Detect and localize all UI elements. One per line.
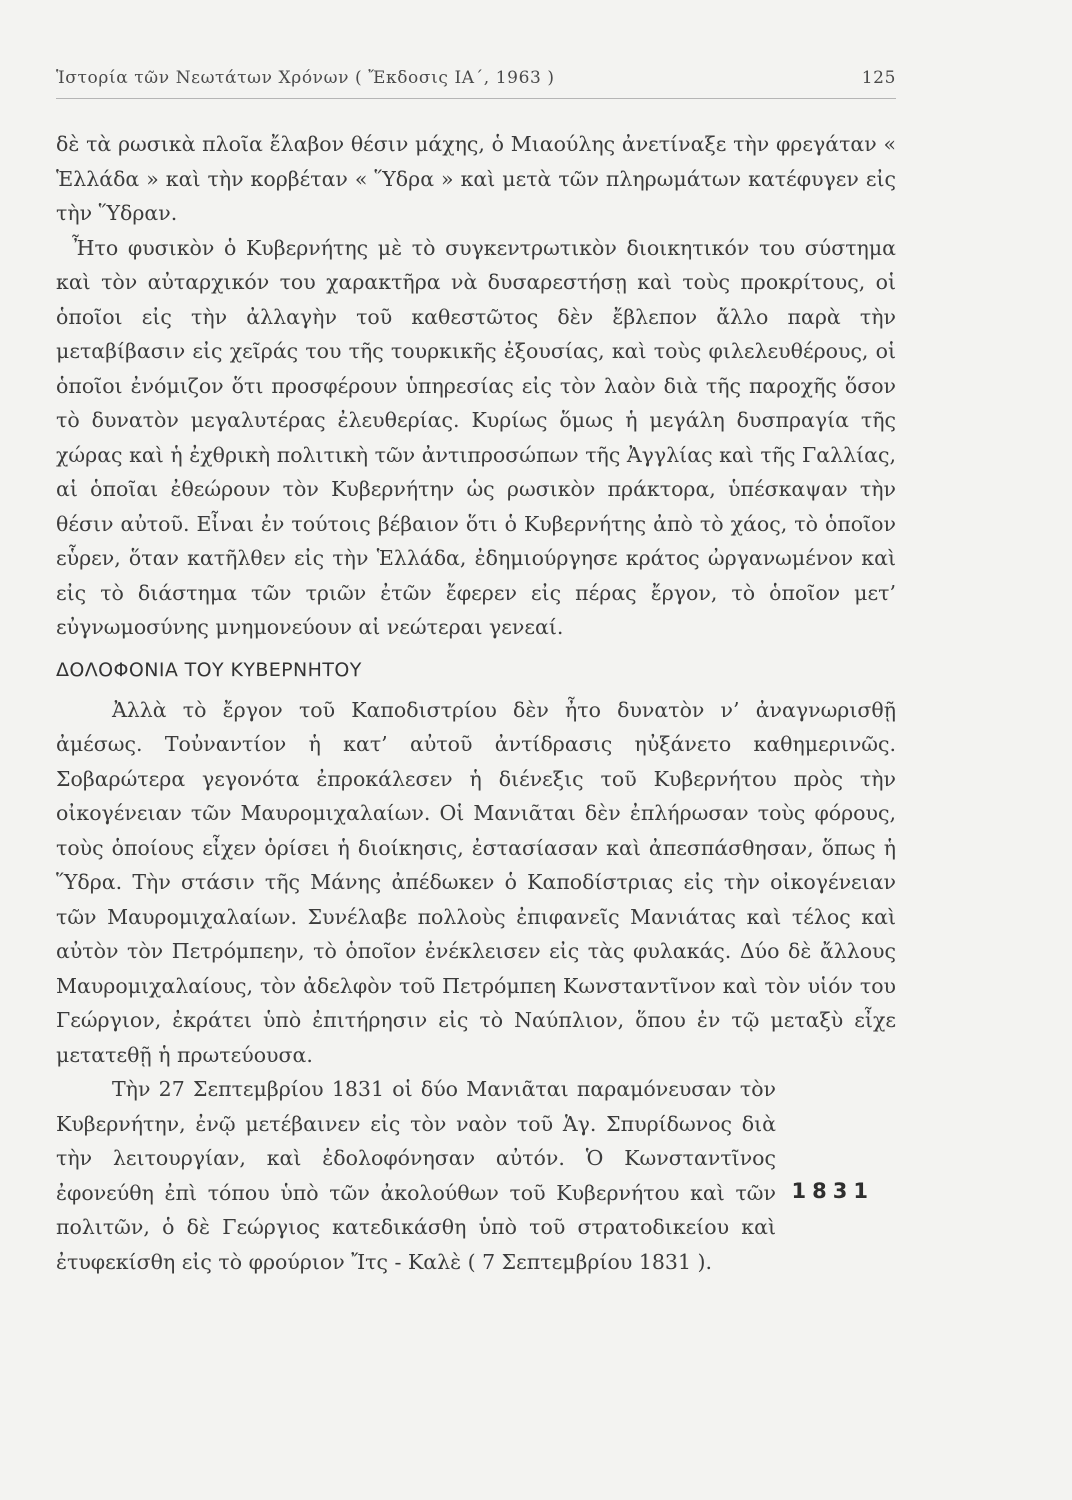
paragraph-3: Ἀλλὰ τὸ ἔργον τοῦ Καποδιστρίου δὲν ἦτο δυνατὸν ν’ ἀναγνωρισθῇ ἀμέσως. Τοὐναντίον ἡ κατ’ αὐτοῦ ἀντίδρασις ηὐξάνετο καθημερινῶς. Σοβαρώτερα γεγονότα ἐπροκάλεσεν ἡ διένεξις τοῦ Κυβερνήτου πρὸς τὴν οἰκογένειαν τῶν Μαυρομιχαλαίων. Οἱ Μανιᾶται δὲν ἐπλήρωσαν τοὺς φόρους, τοὺς ὁποίους εἶχεν ὁρίσει ἡ διοίκησις, ἐστασίασαν καὶ ἀπεσπάσθησαν, ὅπως ἡ Ὕδρα. Τὴν στάσιν τῆς Μάνης ἀπέδωκεν ὁ Καποδίστριας εἰς τὴν οἰκογένειαν τῶν Μαυρομιχαλαίων. Συνέλαβε πολλοὺς ἐπιφανεῖς Μανιάτας καὶ τέλος καὶ αὐτὸν τὸν Πετρόμπεην, τὸ ὁποῖον ἐνέκλεισεν εἰς τὰς φυλακάς. Δύο δὲ ἄλλους Μαυρομιχαλαίους, τὸν ἀδελφὸν τοῦ Πετρόμπεη Κωνσταντῖνον καὶ τὸν υἱόν του Γεώργιον, ἐκράτει ὑπὸ ἐπιτήρησιν εἰς τὸ Ναύπλιον, ὅπου ἐν τῷ μεταξὺ εἶχε μετατεθῇ ἡ πρωτεύουσα. xyxy=(56,697,896,1067)
paragraph-1: δὲ τὰ ρωσικὰ πλοῖα ἔλαβον θέσιν μάχης, ὁ Μιαούλης ἀνετίναξε τὴν φρεγάταν « Ἑλλάδα » καὶ τὴν κορβέταν « Ὕδρα » καὶ μετὰ τῶν πληρωμάτων κατέφυγεν εἰς τὴν Ὕδραν. xyxy=(56,132,896,225)
section-heading: ΔΟΛΟΦΟΝΙΑ ΤΟΥ ΚΥΒΕΡΝΗΤΟΥ xyxy=(56,658,362,681)
running-head xyxy=(56,68,896,98)
header-rule xyxy=(56,98,896,99)
body-text xyxy=(56,127,896,1279)
page-number: 125 xyxy=(861,68,896,88)
final-block xyxy=(56,1072,896,1279)
running-title: Ἱστορία τῶν Νεωτάτων Χρόνων ( Ἔκδοσις ΙΑ΄, 1963 ) xyxy=(56,68,555,88)
paragraph-4: Τὴν 27 Σεπτεμβρίου 1831 οἱ δύο Μανιᾶται παραμόνευσαν τὸν Κυβερνήτην, ἐνῷ μετέβαινεν εἰς τὸν ναὸν τοῦ Ἁγ. Σπυρίδωνος διὰ τὴν λειτουργίαν, καὶ ἐδολοφόνησαν αὐτόν. Ὁ Κωνσταντῖνος ἐφονεύθη ἐπὶ τόπου ὑπὸ τῶν ἀκολούθων τοῦ Κυβερνήτου καὶ τῶν πολιτῶν, ὁ δὲ Γεώργιος κατεδικάσθη ὑπὸ τοῦ στρατοδικείου καὶ ἐτυφεκίσθη εἰς τὸ φρούριον Ἴτς - Καλὲ ( 7 Σεπτεμβρίου 1831 ). xyxy=(56,1077,776,1274)
margin-year-note: 1831 xyxy=(791,1179,874,1203)
paragraph-2: Ἦτο φυσικὸν ὁ Κυβερνήτης μὲ τὸ συγκεντρωτικὸν διοικητικόν του σύστημα καὶ τὸν αὐταρχικόν του χαρακτῆρα νὰ δυσαρεστήσῃ καὶ τοὺς προκρίτους, οἱ ὁποῖοι εἰς τὴν ἀλλαγὴν τοῦ καθεστῶτος δὲν ἔβλεπον ἄλλο παρὰ τὴν μεταβίβασιν εἰς χεῖράς του τῆς τουρκικῆς ἐξουσίας, καὶ τοὺς φιλελευθέρους, οἱ ὁποῖοι ἐνόμιζον ὅτι προσφέρουν ὑπηρεσίας εἰς τὸν λαὸν διὰ τῆς παροχῆς ὅσον τὸ δυνατὸν μεγαλυτέρας ἐλευθερίας. Κυρίως ὅμως ἡ μεγάλη δυσπραγία τῆς χώρας καὶ ἡ ἐχθρικὴ πολιτικὴ τῶν ἀντιπροσώπων τῆς Ἀγγλίας καὶ τῆς Γαλλίας, αἱ ὁποῖαι ἐθεώρουν τὸν Κυβερνήτην ὡς ρωσικὸν πράκτορα, ὑπέσκαψαν τὴν θέσιν αὐτοῦ. Εἶναι ἐν τούτοις βέβαιον ὅτι ὁ Κυβερνήτης ἀπὸ τὸ χάος, τὸ ὁποῖον εὗρεν, ὅταν κατῆλθεν εἰς τὴν Ἑλλάδα, ἐδημιούργησε κράτος ὠργανωμένον καὶ εἰς τὸ διάστημα τῶν τριῶν ἐτῶν ἔφερεν εἰς πέρας ἔργον, τὸ ὁποῖον μετ’ εὐγνωμοσύνης μνημονεύουν αἱ νεώτεραι γενεαί. xyxy=(56,235,896,639)
